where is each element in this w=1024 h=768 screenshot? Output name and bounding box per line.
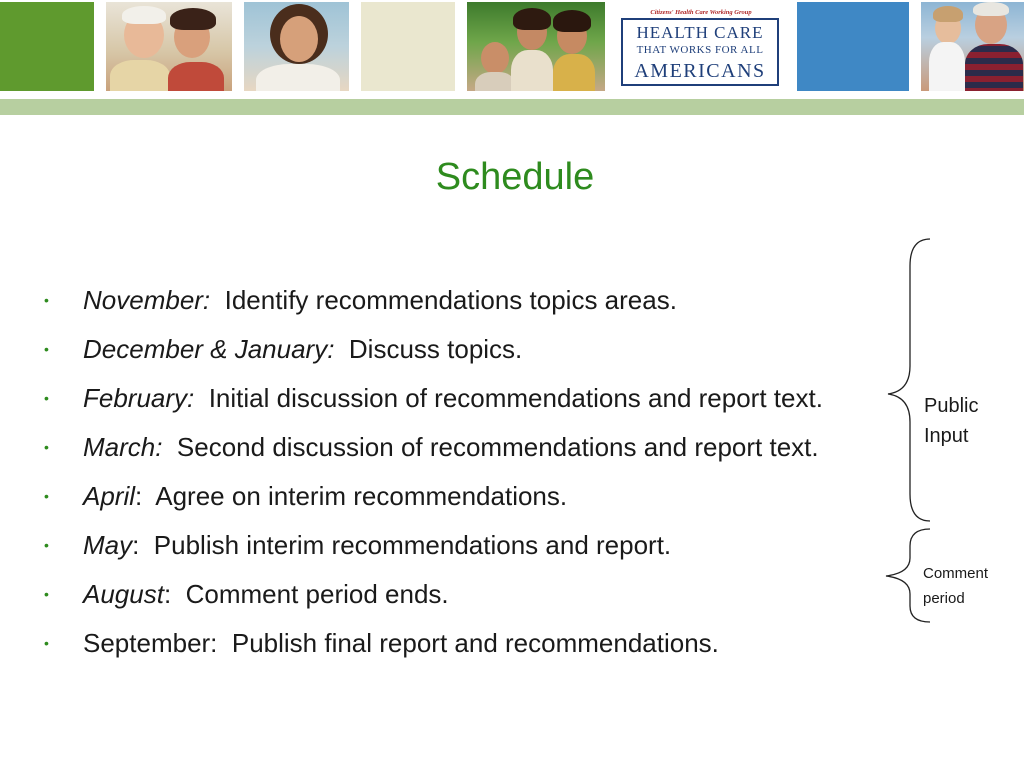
- item-month: May: [83, 530, 133, 560]
- logo-org-line: Citizens' Health Care Working Group: [650, 9, 752, 16]
- bullet-dot: •: [44, 537, 49, 553]
- banner-divider: [0, 99, 1024, 115]
- banner-green-block: [0, 2, 94, 91]
- logo-line-1: HEALTH CARE: [636, 23, 764, 42]
- public-input-label: [924, 391, 978, 451]
- item-text: Second discussion of recommendations and report text.: [162, 432, 819, 462]
- item-month: March:: [83, 432, 163, 462]
- slide-title: Schedule: [435, 156, 595, 198]
- schedule-item-february: [44, 374, 823, 423]
- item-text: September: Publish final report and recommendations.: [83, 628, 719, 658]
- item-text: Initial discussion of recommendations and report text.: [194, 383, 823, 413]
- item-month: August: [83, 579, 164, 609]
- comment-period-label: [923, 561, 988, 611]
- bullet-dot: •: [44, 586, 49, 602]
- schedule-item-august: [44, 570, 823, 619]
- item-text: : Comment period ends.: [163, 579, 449, 609]
- banner-photo-grandfather-child: [921, 2, 1024, 91]
- bullet-dot: •: [44, 390, 49, 406]
- schedule-item-march: [44, 423, 823, 472]
- item-month: November:: [83, 285, 211, 315]
- item-text: Discuss topics.: [334, 334, 523, 364]
- schedule-item-april: [44, 472, 823, 521]
- item-month: April: [83, 481, 136, 511]
- banner-blue-block: [797, 2, 909, 91]
- header-banner: [0, 0, 1024, 96]
- public-input-line-1: Public: [924, 395, 979, 417]
- health-care-logo: [617, 2, 785, 91]
- schedule-item-november: [44, 276, 823, 325]
- schedule-item-december-january: [44, 325, 823, 374]
- bullet-dot: •: [44, 292, 49, 308]
- comment-period-line-2: period: [923, 590, 965, 607]
- item-text: : Agree on interim recommendations.: [135, 481, 568, 511]
- banner-cream-block: [361, 2, 455, 91]
- banner-photo-elderly-couple: [106, 2, 232, 91]
- bullet-dot: •: [44, 488, 49, 504]
- bullet-dot: •: [44, 341, 49, 357]
- schedule-item-may: [44, 521, 823, 570]
- bullet-dot: •: [44, 439, 49, 455]
- item-month: February:: [83, 383, 195, 413]
- logo-line-2: THAT WORKS FOR ALL: [636, 44, 764, 56]
- bullet-dot: •: [44, 635, 49, 651]
- schedule-list: [44, 276, 823, 668]
- item-month: December & January:: [83, 334, 335, 364]
- schedule-item-september: [44, 619, 823, 668]
- public-input-brace: [888, 239, 930, 521]
- logo-frame: [621, 18, 779, 86]
- banner-photo-children: [467, 2, 605, 91]
- public-input-line-2: Input: [924, 425, 969, 447]
- item-text: Identify recommendations topics areas.: [210, 285, 677, 315]
- comment-period-line-1: Comment: [923, 565, 989, 582]
- logo-line-3: AMERICANS: [634, 60, 766, 82]
- banner-photo-smiling-woman: [244, 2, 349, 91]
- item-text: : Publish interim recommendations and report.: [132, 530, 672, 560]
